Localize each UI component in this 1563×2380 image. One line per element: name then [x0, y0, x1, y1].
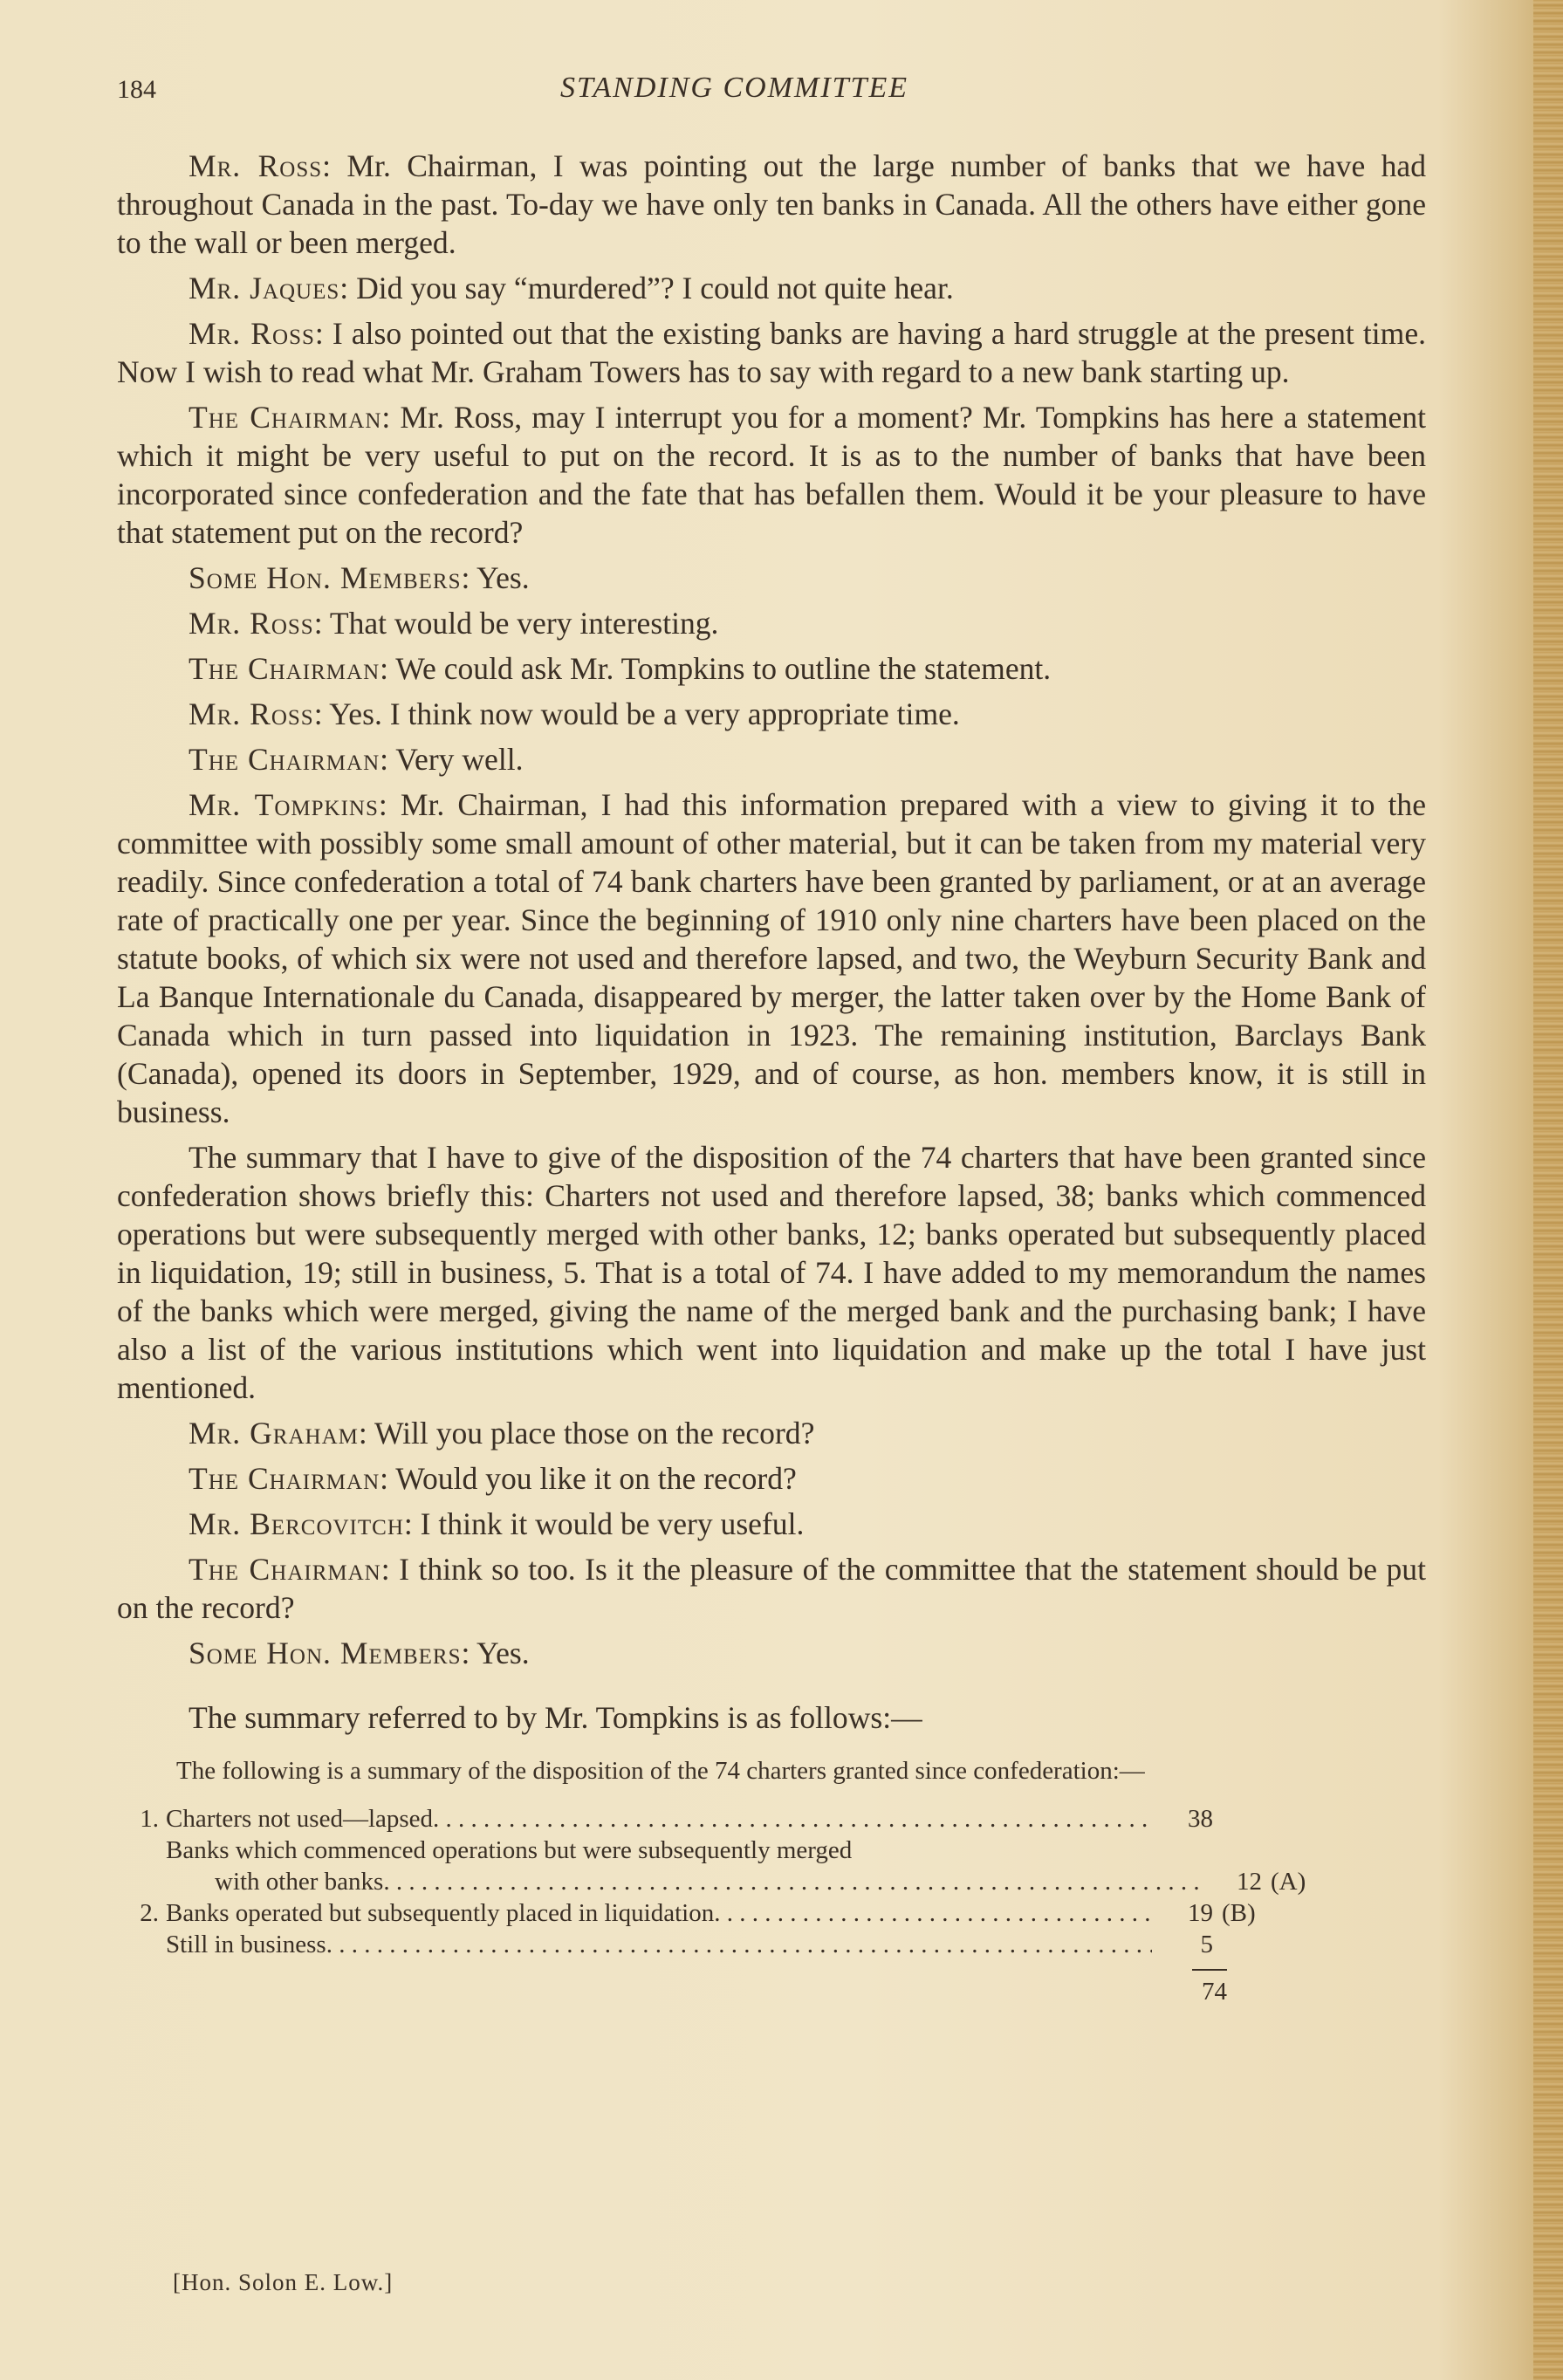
- row-label: [166, 1929, 1152, 1960]
- row-label: [166, 1897, 1152, 1929]
- speaker-name: Mr. Ross: [189, 148, 323, 183]
- paragraph: [117, 1138, 1426, 1407]
- speaker-name: The Chairman: [189, 651, 380, 686]
- speech-text: Yes. I think now would be a very appropriate time.: [329, 696, 960, 731]
- speech-text: Mr. Chairman, I was pointing out the large number of banks that we have had throughout Canada in the past. To-day we have only ten banks in Canada. All the others have either gone to the wall or been merged.: [117, 148, 1426, 260]
- paragraph: The Chairman: Mr. Ross, may I interrupt you for a moment? Mr. Tompkins has here a statement which it might be very useful to put on the record. It is as to the number of banks that have been incorporated since confederation and the fate that has befallen them. Would it be your pleasure to have that statement put on the record?: [117, 400, 1426, 550]
- leader-dots: [326, 1929, 1152, 1960]
- paragraph: Mr. Ross: That would be very interesting.: [189, 606, 719, 641]
- speaker-name: Mr. Ross: [189, 606, 314, 641]
- summary-table: [117, 1803, 1426, 2007]
- paragraph: The Chairman: We could ask Mr. Tompkins to outline the statement.: [189, 651, 1052, 686]
- page-edge-shadow: [1533, 0, 1563, 2380]
- table-row: [117, 1929, 1426, 1960]
- paragraph: Mr. Tompkins: Mr. Chairman, I had this information prepared with a view to giving it to the committee with possibly some small amount of other material, but it can be taken from my material very readily. Since confederation a total of 74 bank charters have been granted by parliament, or at an average rate of practically one per year. Since the beginning of 1910 only nine charters have been placed on the statute books, of which six were not used and therefore lapsed, and two, the Weyburn Security Bank and La Banque Internationale du Canada, disappeared by merger, the latter taken over by the Home Bank of Canada which in turn passed into liquidation in 1923. The remaining institution, Barclays Bank (Canada), opened its doors in September, 1929, and of course, as hon. members know, it is still in business.: [117, 787, 1427, 1129]
- table-row: [117, 1897, 1426, 1929]
- speech-text: I also pointed out that the existing banks are having a hard struggle at the present time. Now I wish to read what Mr. Graham Towers has to say with regard to a new bank starting up.: [117, 316, 1427, 389]
- paragraph: Some Hon. Members: Yes.: [189, 560, 530, 595]
- paragraph: Mr. Bercovitch: I think it would be very useful.: [189, 1506, 805, 1541]
- speaker-name: The Chairman: [189, 1552, 381, 1587]
- table-row: [117, 1835, 1426, 1866]
- speaker-name: Mr. Jaques: [189, 271, 340, 305]
- table-row: [117, 1866, 1426, 1897]
- row-value: 12: [1237, 1868, 1262, 1896]
- speech-text: I think so too. Is it the pleasure of the committee that the statement should be put on the record?: [117, 1552, 1426, 1625]
- speaker-name: The Chairman: [189, 1461, 380, 1496]
- speaker-name: Some Hon. Members: [189, 560, 462, 595]
- paragraph: Mr. Jaques: Did you say “murdered”? I could not quite hear.: [189, 271, 954, 305]
- speaker-name: Mr. Ross: [189, 316, 315, 351]
- running-title: STANDING COMMITTEE: [560, 72, 908, 104]
- row-label-text: with other banks: [215, 1868, 384, 1896]
- speech-text: We could ask Mr. Tompkins to outline the statement.: [395, 651, 1052, 686]
- row-value: 38: [1188, 1805, 1213, 1833]
- leader-dots: [714, 1897, 1152, 1929]
- speech-text: Yes.: [476, 1636, 530, 1670]
- paragraph: Mr. Ross: I also pointed out that the existing banks are having a hard struggle at the present time. Now I wish to read what Mr. Graham Towers has to say with regard to a new bank starting up.: [117, 316, 1427, 389]
- speaker-name: Mr. Bercovitch: [189, 1506, 404, 1541]
- summary-intro: The summary referred to by Mr. Tompkins is as follows:—: [189, 1700, 922, 1735]
- speech-text: Very well.: [395, 742, 524, 777]
- speech-text: The summary that I have to give of the disposition of the 74 charters that have been granted since confederation shows briefly this: Charters not used and therefore lapsed, 38; banks which commenced operations but were subsequently merged with other banks, 12; banks operated but subsequently placed in liquidation, 19; still in business, 5. That is a total of 74. I have added to my memorandum the names of the banks which were merged, giving the name of the merged bank and the purchasing bank; I have also a list of the various institutions which went into liquidation and make up the total I have just mentioned.: [117, 1140, 1426, 1405]
- leader-dots: [433, 1803, 1152, 1835]
- speech-text: Would you like it on the record?: [395, 1461, 797, 1496]
- summary-total: 74: [1202, 1978, 1227, 2006]
- row-number: 1.: [140, 1805, 159, 1833]
- row-label-text: Charters not used—lapsed: [166, 1805, 434, 1833]
- paragraph: The Chairman: Would you like it on the record?: [189, 1461, 797, 1496]
- speaker-name: Some Hon. Members: [189, 1636, 462, 1670]
- paragraph: The Chairman: I think so too. Is it the pleasure of the committee that the statement should be put on the record?: [117, 1552, 1426, 1625]
- row-label: Banks which commenced operations but were subsequently merged: [166, 1836, 853, 1864]
- speaker-name: The Chairman: [189, 742, 380, 777]
- page-body: [117, 147, 1426, 2007]
- paragraph: Mr. Graham: Will you place those on the record?: [189, 1416, 815, 1451]
- speech-text: Mr. Ross, may I interrupt you for a moment? Mr. Tompkins has here a statement which it might be very useful to put on the record. It is as to the number of banks that have been incorporated since confederation and the fate that has befallen them. Would it be your pleasure to have that statement put on the record?: [117, 400, 1426, 550]
- summary-subheading: The following is a summary of the disposition of the 74 charters granted since confederation:—: [176, 1757, 1145, 1785]
- speech-text: I think it would be very useful.: [420, 1506, 805, 1541]
- speech-text: Did you say “murdered”? I could not quite hear.: [356, 271, 954, 305]
- row-label-text: Still in business: [166, 1931, 326, 1958]
- page-header: [117, 72, 1426, 115]
- row-label-text: Banks operated but subsequently placed in liquidation: [166, 1899, 715, 1927]
- page-number: 184: [117, 75, 156, 104]
- row-value: 19: [1188, 1899, 1213, 1927]
- row-value: 5: [1200, 1931, 1213, 1958]
- speaker-name: Mr. Tompkins: [189, 787, 379, 822]
- page-footer: [Hon. Solon E. Low.]: [173, 2269, 394, 2295]
- total-rule: [1192, 1969, 1227, 1971]
- row-label: [166, 1866, 1201, 1897]
- speaker-name: Mr. Graham: [189, 1416, 359, 1451]
- speech-text: That would be very interesting.: [329, 606, 719, 641]
- speech-text: Mr. Chairman, I had this information prepared with a view to giving it to the committee with possibly some small amount of other material, but it can be taken from my material very readily. Since confederation a total of 74 bank charters have been granted by parliament, or at an average rate of practically one per year. Since the beginning of 1910 only nine charters have been placed on the statute books, of which six were not used and therefore lapsed, and two, the Weyburn Security Bank and La Banque Internationale du Canada, disappeared by merger, the latter taken over by the Home Bank of Canada which in turn passed into liquidation in 1923. The remaining institution, Barclays Bank (Canada), opened its doors in September, 1929, and of course, as hon. members know, it is still in business.: [117, 787, 1427, 1129]
- row-note: (B): [1222, 1899, 1256, 1927]
- row-note: (A): [1271, 1868, 1306, 1896]
- row-number: 2.: [140, 1899, 159, 1927]
- paragraph: Mr. Ross: Mr. Chairman, I was pointing out the large number of banks that we have had throughout Canada in the past. To-day we have only ten banks in Canada. All the others have either gone to the wall or been merged.: [117, 148, 1426, 260]
- paragraph: The Chairman: Very well.: [189, 742, 524, 777]
- speaker-name: The Chairman: [189, 400, 382, 435]
- speech-text: Yes.: [476, 560, 530, 595]
- paragraph: Mr. Ross: Yes. I think now would be a very appropriate time.: [189, 696, 960, 731]
- paragraph: Some Hon. Members: Yes.: [189, 1636, 530, 1670]
- table-row: [117, 1803, 1426, 1835]
- speech-text: Will you place those on the record?: [374, 1416, 815, 1451]
- row-label: [166, 1803, 1152, 1835]
- leader-dots: [383, 1866, 1201, 1897]
- speaker-name: Mr. Ross: [189, 696, 314, 731]
